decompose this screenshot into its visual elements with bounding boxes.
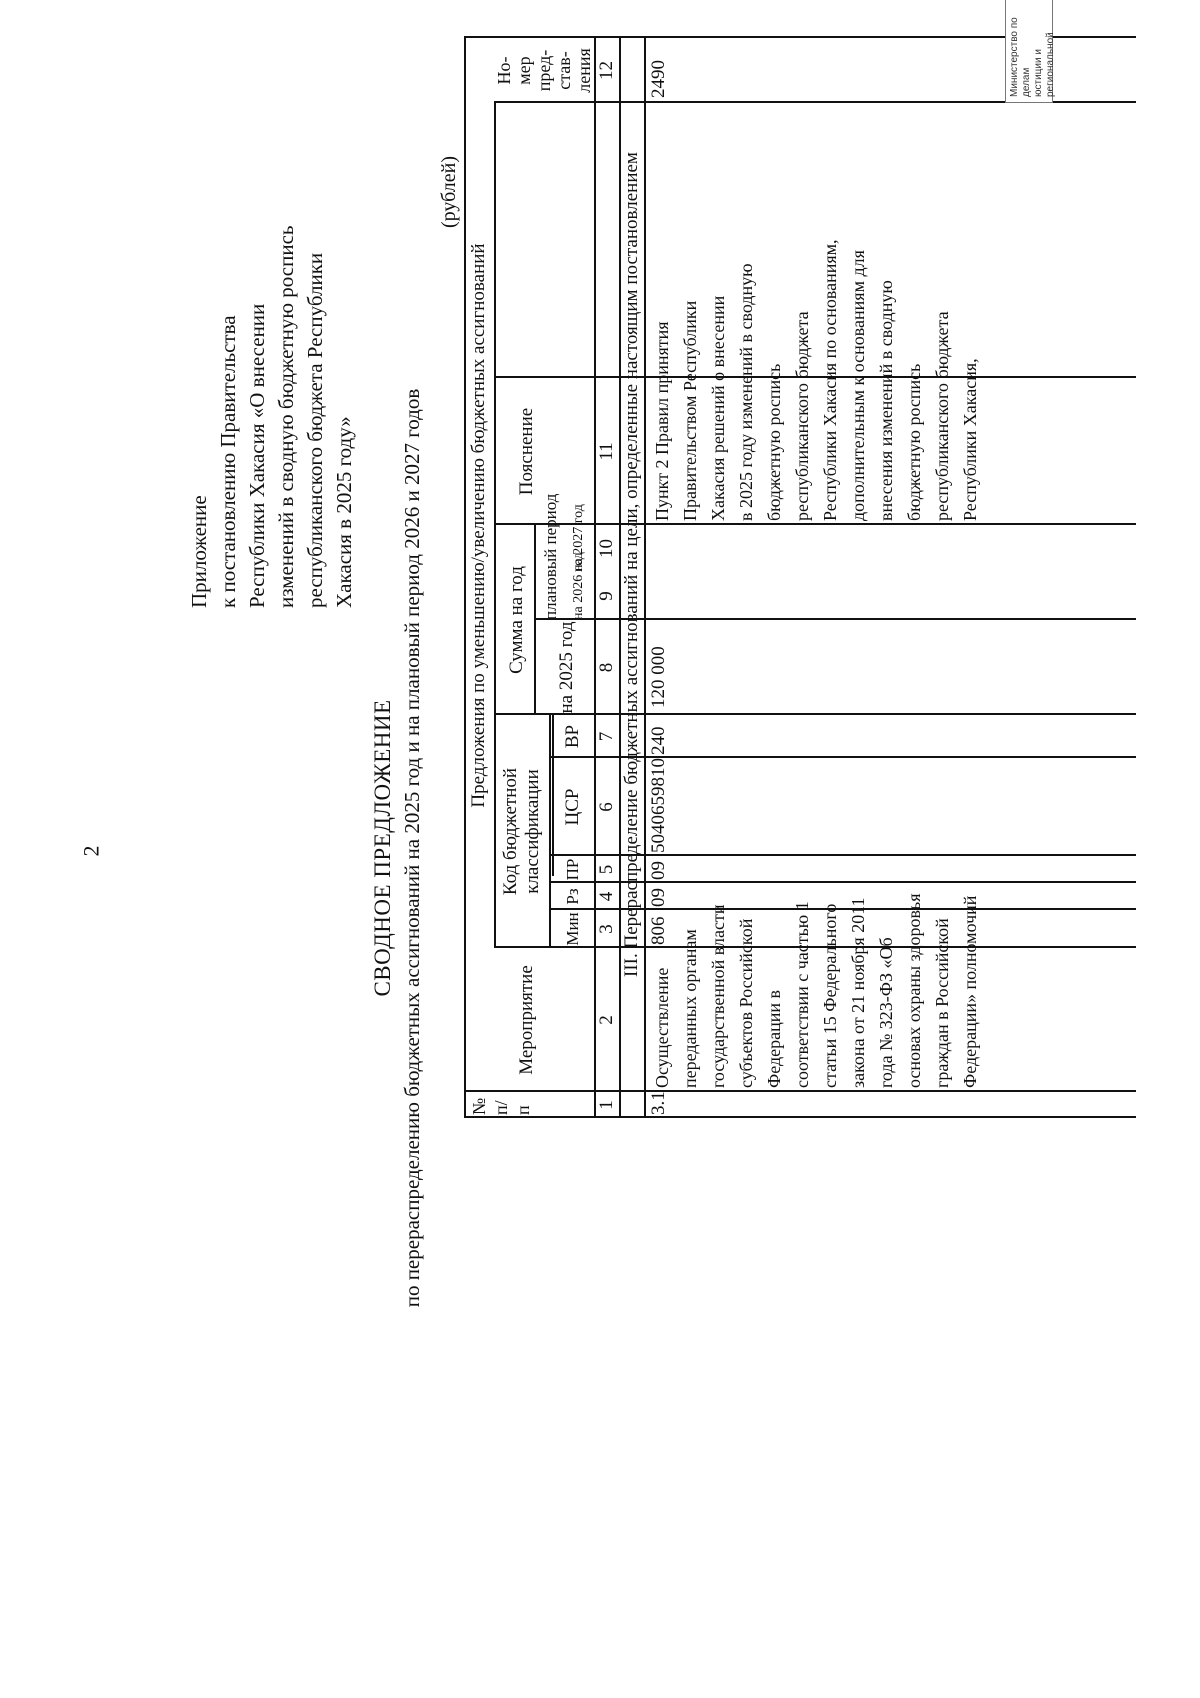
row-event-line: года № 323-ФЗ «Об bbox=[876, 937, 896, 1088]
row-note-line: Республики Хакасия, bbox=[960, 358, 980, 521]
row-note-line: бюджетную роспись bbox=[764, 363, 784, 521]
row-note bbox=[648, 239, 984, 521]
header-2026: на 2026 год bbox=[571, 552, 586, 620]
reallocation-table bbox=[464, 37, 1136, 1118]
header-vr: ВР bbox=[562, 724, 583, 749]
row-note-line: бюджетную роспись bbox=[904, 363, 924, 521]
row-min: 806 bbox=[648, 916, 669, 945]
header-num: № п/п bbox=[469, 1097, 533, 1115]
header-note: Пояснение bbox=[516, 407, 537, 496]
stamp-line: юстиции и региональной bbox=[1033, 32, 1056, 97]
row-event-line: граждан в Российской bbox=[932, 918, 952, 1088]
row-event-line: Осуществление bbox=[652, 967, 672, 1088]
row-rz: 09 bbox=[648, 888, 669, 907]
row-note-line: дополнительным к основаниям для bbox=[848, 250, 868, 521]
row-pr: 09 bbox=[648, 861, 669, 880]
appendix-line: изменений в сводную бюджетную роспись bbox=[274, 225, 298, 608]
header-repnum bbox=[494, 38, 594, 103]
code-sub-line bbox=[549, 715, 551, 948]
row-note-line: Правительством Республики bbox=[680, 300, 700, 521]
col-number: 8 bbox=[596, 662, 617, 673]
col-line bbox=[494, 713, 1136, 715]
row-note-line: внесения изменений в сводную bbox=[876, 280, 896, 521]
appendix-line: республиканского бюджета Республики bbox=[303, 252, 327, 608]
header-repnum-line: ления bbox=[574, 48, 594, 93]
section-bottom bbox=[644, 37, 646, 1118]
row-note-line: Пункт 2 Правил принятия bbox=[652, 321, 672, 521]
row-note-line: в 2025 году изменений в сводную bbox=[736, 263, 756, 521]
row-event-line: закона от 21 ноября 2011 bbox=[848, 897, 868, 1088]
appendix-line: к постановлению Правительства bbox=[216, 315, 240, 608]
col-line bbox=[464, 1090, 1136, 1092]
stamp-line: Министерство по делам bbox=[1009, 17, 1032, 97]
header-event: Мероприятие bbox=[516, 965, 537, 1075]
document-subtitle: по перераспределению бюджетных ассигнований на 2025 год и на плановый период 2026 и 2027 годов bbox=[400, 388, 424, 1308]
ministry-stamp bbox=[1005, 0, 1056, 103]
row-vr: 240 bbox=[648, 726, 669, 755]
header-group-bottom bbox=[494, 103, 496, 948]
header-sum: Сумма на год bbox=[506, 566, 527, 674]
row-num: 3.1 bbox=[648, 1091, 669, 1115]
row-event-line: Федерации в bbox=[764, 989, 784, 1088]
header-csr: ЦСР bbox=[562, 788, 583, 826]
header-repnum-line: пред- bbox=[534, 49, 554, 92]
header-group: Предложения по уменьшению/увеличению бюджетных ассигнований bbox=[468, 243, 489, 808]
appendix-block bbox=[185, 208, 359, 608]
col-number: 3 bbox=[596, 924, 617, 934]
row-event-line: соответствии с частью 1 bbox=[792, 901, 812, 1088]
page-number: 2 bbox=[78, 845, 104, 857]
document-title: СВОДНОЕ ПРЕДЛОЖЕНИЕ bbox=[370, 699, 395, 997]
table-border-left bbox=[464, 1116, 1136, 1118]
col-number: 2 bbox=[596, 1015, 617, 1025]
table-border-top bbox=[464, 37, 466, 1118]
header-plan-period: плановый период bbox=[541, 493, 560, 620]
row-note-line: республиканского бюджета bbox=[792, 311, 812, 521]
col-number: 7 bbox=[596, 731, 617, 742]
row-2025: 120 000 bbox=[648, 646, 669, 708]
header-repnum-line: став- bbox=[554, 51, 574, 90]
header-pr: ПР bbox=[563, 858, 582, 881]
col-line bbox=[494, 523, 1136, 525]
row-event bbox=[648, 893, 984, 1088]
header-repnum-line: Но- bbox=[494, 56, 514, 85]
appendix-line: Приложение bbox=[187, 495, 211, 608]
header-rz: Рз bbox=[563, 888, 582, 905]
units-label: (рублей) bbox=[438, 155, 460, 228]
row-repnum: 2490 bbox=[648, 60, 669, 98]
header-repnum-line: мер bbox=[514, 56, 534, 85]
row-note-line: республиканского бюджета bbox=[932, 311, 952, 521]
col-number: 12 bbox=[596, 61, 617, 80]
col-number: 10 bbox=[596, 539, 617, 558]
appendix-line: Республики Хакасия «О внесении bbox=[245, 303, 269, 608]
row-note-line: Хакасия решений о внесении bbox=[708, 295, 728, 521]
col-number: 1 bbox=[596, 1100, 617, 1110]
header-2025: на 2025 год bbox=[556, 621, 577, 714]
col-number: 4 bbox=[596, 891, 617, 902]
row-event-line: основах охраны здоровья bbox=[904, 893, 924, 1088]
row-event-line: переданных органам bbox=[680, 929, 700, 1088]
row-note-line: Республики Хакасия по основаниям, bbox=[820, 239, 840, 521]
row-event-line: статьи 15 Федерального bbox=[820, 903, 840, 1088]
header-2027: на 2027 год bbox=[571, 504, 586, 572]
header-min: Мин bbox=[563, 912, 582, 946]
header-mid-line bbox=[552, 715, 554, 876]
row-csr: 5040659810 bbox=[648, 758, 669, 853]
appendix-line: Хакасия в 2025 году» bbox=[332, 416, 356, 608]
col-number: 5 bbox=[596, 864, 617, 875]
header-code: Код бюджетной классификации bbox=[500, 767, 543, 896]
section-title: III. Перераспределение бюджетных ассигнований на цели, определенные настоящим постановлением bbox=[621, 152, 642, 977]
col-number: 11 bbox=[596, 442, 617, 461]
row-event-line: государственной власти bbox=[708, 904, 728, 1088]
row-event-line: Федерации» полномочий bbox=[960, 895, 980, 1088]
row-event-line: субъектов Российской bbox=[736, 918, 756, 1088]
col-number: 9 bbox=[596, 591, 617, 601]
col-number: 6 bbox=[596, 802, 617, 812]
